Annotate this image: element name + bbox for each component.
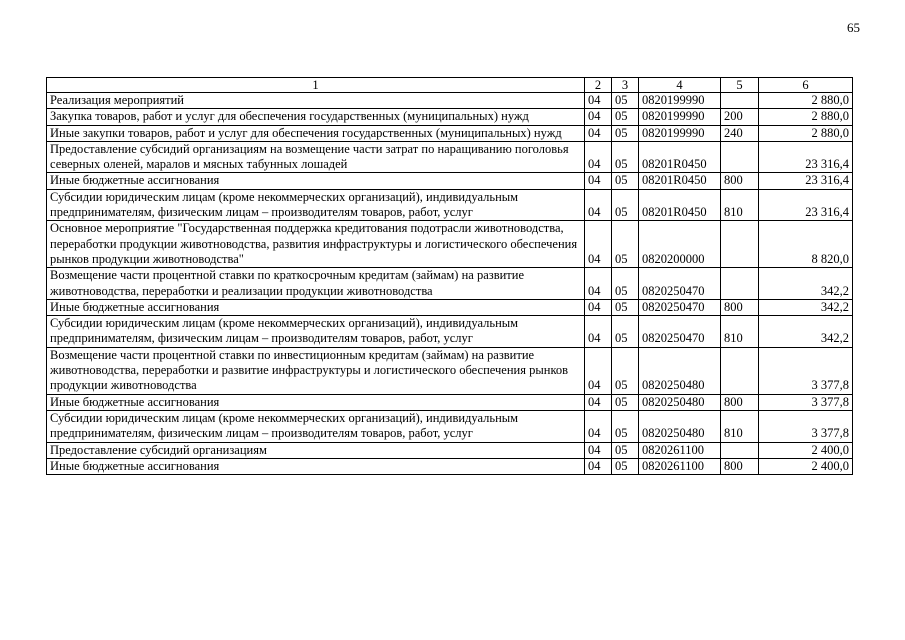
table-row: [47, 299, 853, 315]
table-row: [47, 458, 853, 474]
subsection-code-cell: 05: [612, 347, 639, 394]
amount-cell: 2 880,0: [759, 125, 853, 141]
amount-cell: 23 316,4: [759, 189, 853, 221]
section-code-cell: 04: [585, 442, 612, 458]
row-name-cell: Возмещение части процентной ставки по инвестиционным кредитам (займам) на развитие животноводства, переработки и развитие инфраструктуры и логистического обеспечения рынков продукции животноводства: [47, 347, 585, 394]
target-article-cell: 0820250480: [639, 394, 721, 410]
expense-type-cell: 800: [721, 458, 759, 474]
section-code-cell: 04: [585, 458, 612, 474]
subsection-code-cell: 05: [612, 93, 639, 109]
amount-cell: 2 880,0: [759, 93, 853, 109]
expense-type-cell: 800: [721, 394, 759, 410]
table-row: [47, 93, 853, 109]
amount-cell: 2 400,0: [759, 458, 853, 474]
row-name-cell: Предоставление субсидий организациям: [47, 442, 585, 458]
subsection-code-cell: 05: [612, 141, 639, 173]
section-code-cell: 04: [585, 221, 612, 268]
target-article-cell: 0820250470: [639, 316, 721, 348]
amount-cell: 3 377,8: [759, 347, 853, 394]
page-number: 65: [847, 20, 860, 35]
amount-cell: 342,2: [759, 299, 853, 315]
subsection-code-cell: 05: [612, 173, 639, 189]
table-body: [47, 93, 853, 475]
row-name-cell: Субсидии юридическим лицам (кроме некоммерческих организаций), индивидуальным предпринимателям, физическим лицам – производителям товаров, работ, услуг: [47, 316, 585, 348]
subsection-code-cell: 05: [612, 189, 639, 221]
target-article-cell: 0820199990: [639, 93, 721, 109]
table-row: [47, 316, 853, 348]
target-article-cell: 0820250480: [639, 410, 721, 442]
target-article-cell: 0820200000: [639, 221, 721, 268]
expense-type-cell: 810: [721, 410, 759, 442]
amount-cell: 2 400,0: [759, 442, 853, 458]
row-name-cell: Иные бюджетные ассигнования: [47, 299, 585, 315]
subsection-code-cell: 05: [612, 442, 639, 458]
section-code-cell: 04: [585, 316, 612, 348]
subsection-code-cell: 05: [612, 109, 639, 125]
target-article-cell: 0820250470: [639, 268, 721, 300]
subsection-code-cell: 05: [612, 316, 639, 348]
amount-cell: 3 377,8: [759, 394, 853, 410]
row-name-cell: Реализация мероприятий: [47, 93, 585, 109]
expense-type-cell: [721, 93, 759, 109]
target-article-cell: 0820250480: [639, 347, 721, 394]
subsection-code-cell: 05: [612, 458, 639, 474]
section-code-cell: 04: [585, 410, 612, 442]
table-row: [47, 109, 853, 125]
column-header: 5: [721, 78, 759, 93]
section-code-cell: 04: [585, 93, 612, 109]
expense-type-cell: 200: [721, 109, 759, 125]
expense-type-cell: [721, 442, 759, 458]
table-row: [47, 394, 853, 410]
section-code-cell: 04: [585, 299, 612, 315]
section-code-cell: 04: [585, 173, 612, 189]
row-name-cell: Иные бюджетные ассигнования: [47, 394, 585, 410]
section-code-cell: 04: [585, 189, 612, 221]
row-name-cell: Иные закупки товаров, работ и услуг для обеспечения государственных (муниципальных) нужд: [47, 125, 585, 141]
expense-type-cell: 800: [721, 173, 759, 189]
row-name-cell: Иные бюджетные ассигнования: [47, 173, 585, 189]
column-header: 4: [639, 78, 721, 93]
expense-type-cell: 240: [721, 125, 759, 141]
amount-cell: 23 316,4: [759, 141, 853, 173]
table-header-row: [47, 78, 853, 93]
column-header: 3: [612, 78, 639, 93]
target-article-cell: 0820261100: [639, 458, 721, 474]
section-code-cell: 04: [585, 141, 612, 173]
column-header: 1: [47, 78, 585, 93]
target-article-cell: 0820250470: [639, 299, 721, 315]
target-article-cell: 0820261100: [639, 442, 721, 458]
target-article-cell: 08201R0450: [639, 189, 721, 221]
amount-cell: 2 880,0: [759, 109, 853, 125]
target-article-cell: 0820199990: [639, 125, 721, 141]
expense-type-cell: 810: [721, 316, 759, 348]
expense-type-cell: [721, 268, 759, 300]
table-row: [47, 173, 853, 189]
expense-type-cell: [721, 141, 759, 173]
section-code-cell: 04: [585, 125, 612, 141]
subsection-code-cell: 05: [612, 125, 639, 141]
target-article-cell: 08201R0450: [639, 173, 721, 189]
amount-cell: 342,2: [759, 268, 853, 300]
subsection-code-cell: 05: [612, 299, 639, 315]
section-code-cell: 04: [585, 394, 612, 410]
budget-table: [46, 77, 853, 475]
table-row: [47, 125, 853, 141]
table-row: [47, 189, 853, 221]
expense-type-cell: [721, 221, 759, 268]
subsection-code-cell: 05: [612, 394, 639, 410]
amount-cell: 342,2: [759, 316, 853, 348]
table-row: [47, 221, 853, 268]
table-row: [47, 442, 853, 458]
row-name-cell: Предоставление субсидий организациям на возмещение части затрат по наращиванию поголовья северных оленей, маралов и мясных табунных лошадей: [47, 141, 585, 173]
expense-type-cell: [721, 347, 759, 394]
table-row: [47, 410, 853, 442]
column-header: 2: [585, 78, 612, 93]
expense-type-cell: 800: [721, 299, 759, 315]
row-name-cell: Субсидии юридическим лицам (кроме некоммерческих организаций), индивидуальным предпринимателям, физическим лицам – производителям товаров, работ, услуг: [47, 189, 585, 221]
expense-type-cell: 810: [721, 189, 759, 221]
row-name-cell: Возмещение части процентной ставки по краткосрочным кредитам (займам) на развитие животноводства, переработки и реализации продукции животноводства: [47, 268, 585, 300]
section-code-cell: 04: [585, 268, 612, 300]
table-row: [47, 141, 853, 173]
table-row: [47, 347, 853, 394]
column-header: 6: [759, 78, 853, 93]
subsection-code-cell: 05: [612, 410, 639, 442]
section-code-cell: 04: [585, 347, 612, 394]
target-article-cell: 08201R0450: [639, 141, 721, 173]
amount-cell: 23 316,4: [759, 173, 853, 189]
target-article-cell: 0820199990: [639, 109, 721, 125]
subsection-code-cell: 05: [612, 221, 639, 268]
amount-cell: 8 820,0: [759, 221, 853, 268]
row-name-cell: Основное мероприятие "Государственная поддержка кредитования подотрасли животноводства, переработки продукции животноводства, развития инфраструктуры и логистического обеспечения рынков продукции животноводства": [47, 221, 585, 268]
subsection-code-cell: 05: [612, 268, 639, 300]
amount-cell: 3 377,8: [759, 410, 853, 442]
section-code-cell: 04: [585, 109, 612, 125]
row-name-cell: Закупка товаров, работ и услуг для обеспечения государственных (муниципальных) нужд: [47, 109, 585, 125]
table-row: [47, 268, 853, 300]
row-name-cell: Иные бюджетные ассигнования: [47, 458, 585, 474]
row-name-cell: Субсидии юридическим лицам (кроме некоммерческих организаций), индивидуальным предпринимателям, физическим лицам – производителям товаров, работ, услуг: [47, 410, 585, 442]
